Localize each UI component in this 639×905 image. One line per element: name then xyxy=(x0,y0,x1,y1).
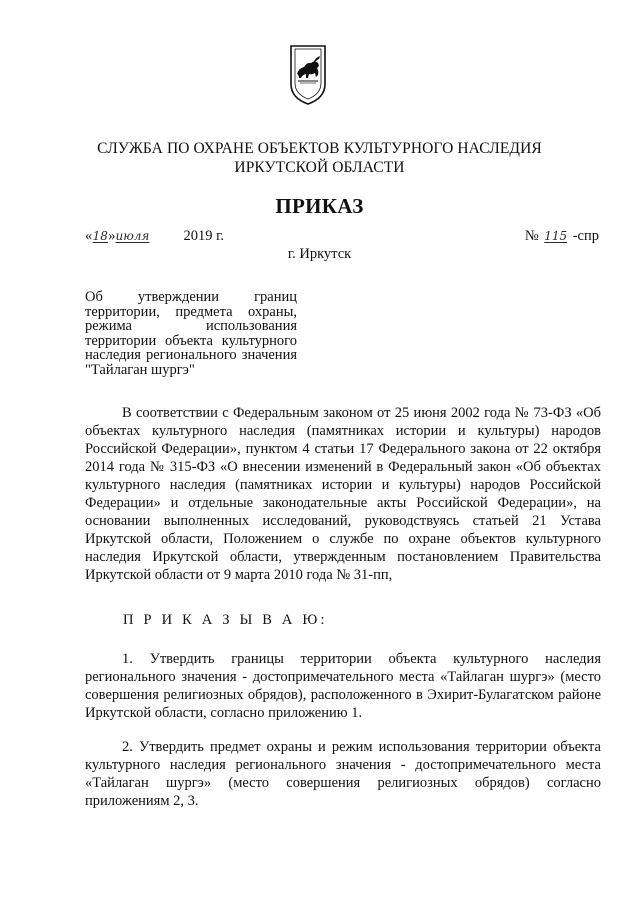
date-day-handwritten: 18 xyxy=(92,229,108,243)
date-close-quote: » xyxy=(108,228,116,244)
date-year: 2019 г. xyxy=(183,228,225,244)
date-month-handwritten: июля xyxy=(115,229,150,243)
date-open-quote: « xyxy=(85,228,93,244)
order-date xyxy=(85,228,224,245)
irkutsk-coat-of-arms-icon xyxy=(289,44,327,106)
agency-name-line2: ИРКУТСКОЙ ОБЛАСТИ xyxy=(234,159,405,176)
document-title: ПРИКАЗ xyxy=(275,194,364,218)
decree-word: П Р И К А З Ы В А Ю: xyxy=(123,612,328,628)
city: г. Иркутск xyxy=(287,246,352,262)
order-item-1: 1. Утвердить границы территории объекта культурного наследия регионального значения - достопримечательного места «Тайлаган шургэ» (место совершения религиозных обрядов), расположенного в Эхирит-Булагатском районе Иркутской области, согласно приложению 1. xyxy=(85,651,601,721)
number-suffix: -спр xyxy=(572,228,599,244)
number-handwritten: 115 xyxy=(544,229,568,243)
preamble-paragraph: В соответствии с Федеральным законом от 25 июня 2002 года № 73-ФЗ «Об объектах культурного наследия (памятниках истории и культуры) народов Российской Федерации», пунктом 4 статьи 17 Федерального закона от 22 октября 2014 года № 315-ФЗ «О внесении изменений в Федеральный закон «Об объектах культурного наследия (памятниках истории и культуры) народов Российской Федерации» и отдельные законодательные акты Российской Федерации», на основании выполненных исследований, руководствуясь статьей 21 Устава Иркутской области, Положением о службе по охране объектов культурного наследия Иркутской области, утвержденным постановлением Правительства Иркутской области от 9 марта 2010 года № 31-пп, xyxy=(85,405,601,583)
agency-name-line1: СЛУЖБА ПО ОХРАНЕ ОБЪЕКТОВ КУЛЬТУРНОГО НАСЛЕДИЯ xyxy=(97,140,542,157)
order-item-2: 2. Утвердить предмет охраны и режим использования территории объекта культурного наследия регионального значения - достопримечательного места «Тайлаган шургэ» (место совершения религиозных обрядов) согласно приложениям 2, 3. xyxy=(85,739,601,809)
order-subject: Об утверждении границ территории, предмета охраны, режима использования территории объекта культурного наследия регионального значения "Тайлаган шургэ" xyxy=(85,289,297,378)
order-number xyxy=(525,228,599,245)
number-prefix: № xyxy=(524,228,539,244)
